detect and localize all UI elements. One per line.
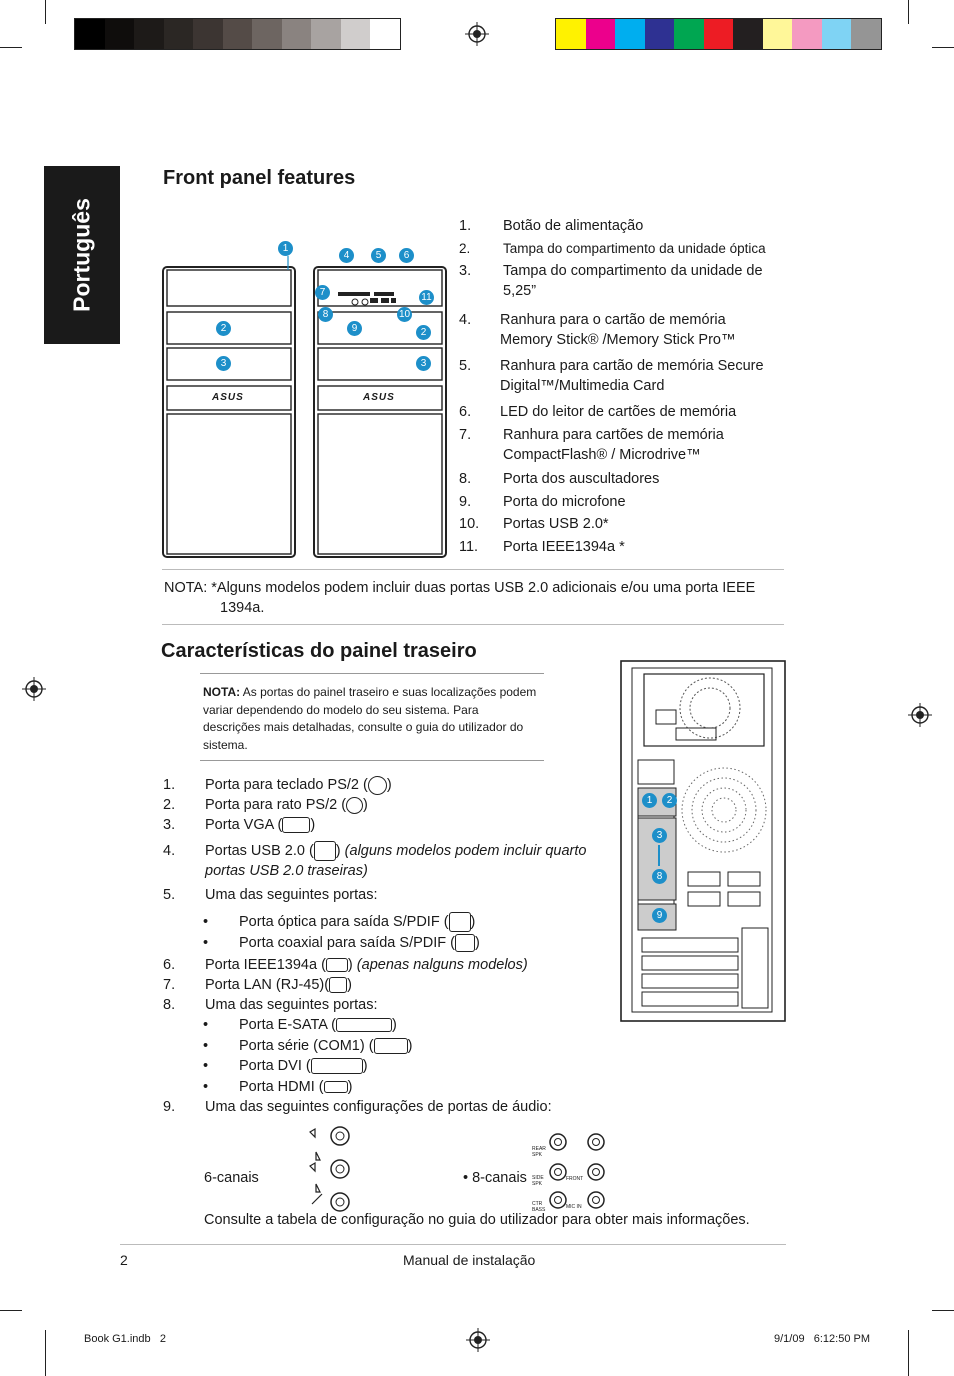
list-item: 4. Portas USB 2.0 ( ) (alguns modelos podem incluir quarto portas USB 2.0 traseiras) [163,843,587,880]
callout-badge: 10 [398,309,411,320]
serial-port-icon [374,1038,408,1054]
list-item: 10. Portas USB 2.0* [459,516,609,532]
audio-jack-label: SIDE [532,1175,544,1181]
list-item: 5. Uma das seguintes portas: [163,887,378,903]
registration-mark-icon [908,703,932,727]
color-swatch [733,19,763,49]
color-swatch [75,19,105,49]
list-item: 7. Ranhura para cartões de memória CompactFlash® / Microdrive™ [459,427,724,463]
color-swatch [252,19,282,49]
callout-badge: 5 [371,248,386,263]
asus-logo: ASUS [212,392,244,403]
audio-jack-label: BASS [532,1207,546,1213]
crop-mark [932,47,954,48]
list-item: • Porta E-SATA ( ) [203,1017,397,1033]
list-item: 1. Porta para teclado PS/2 ( ) [163,777,392,793]
color-swatch [645,19,675,49]
color-swatch [223,19,253,49]
color-swatch [105,19,135,49]
asus-logo: ASUS [363,392,395,403]
optical-spdif-icon [449,912,471,932]
divider [120,1244,786,1245]
color-swatch [763,19,793,49]
color-swatch [370,19,400,49]
color-swatch [851,19,881,49]
list-item: 9. Porta do microfone [459,494,626,510]
divider [200,673,544,674]
callout-badge: 8 [652,869,667,884]
callout-badge: 11 [419,290,434,305]
callout-badge: 2 [416,325,431,340]
vga-icon [282,817,310,833]
audio-jack-label: REAR [532,1146,546,1152]
list-item: 11. Porta IEEE1394a * [459,539,625,555]
note-text: As portas do painel traseiro e suas localizações podem variar dependendo do modelo do seu sistema. Para descrições mais detalhadas, consulte o guia do utilizador do sistema. [203,685,537,752]
crop-mark [45,1330,46,1376]
list-item: 2. Porta para rato PS/2 ( ) [163,797,368,813]
color-swatch [615,19,645,49]
color-swatch [282,19,312,49]
callout-badge: 9 [652,908,667,923]
list-item: 6. LED do leitor de cartões de memória [459,404,737,420]
callout-badge: 6 [399,248,414,263]
front-note: NOTA: *Alguns modelos podem incluir duas portas USB 2.0 adicionais e/ou uma porta IEEE 1394a. [164,580,756,616]
callout-badge: 7 [315,285,330,300]
list-item: • Porta HDMI ( ) [203,1079,353,1095]
audio-jack-label: MIC IN [566,1204,582,1210]
print-date: 9/1/09 6:12:50 PM [774,1333,871,1345]
ps2-keyboard-icon [368,776,387,795]
language-tab [44,166,120,344]
callout-badge: 3 [416,356,431,371]
front-panel-title: Front panel features [163,167,356,189]
rear-note [203,684,538,754]
list-item: 6. Porta IEEE1394a ( ) (apenas nalguns modelos) [163,957,528,973]
process-color-bar [555,18,882,50]
crop-mark [0,1310,22,1311]
lan-icon [329,977,347,993]
dvi-icon [311,1058,363,1074]
list-item: 8. Porta dos auscultadores [459,471,660,487]
callout-badge: 3 [652,828,667,843]
front-panel-diagram [160,240,450,560]
callout-badge: 8 [318,307,333,322]
callout-badge: 9 [347,321,362,336]
color-swatch [674,19,704,49]
usb-icon [314,841,336,861]
registration-mark-icon [466,1328,490,1352]
rear-panel-title: Características do painel traseiro [161,640,477,662]
consult-text: Consulte a tabela de configuração no guia do utilizador para obter mais informações. [204,1212,750,1228]
list-item: 1. Botão de alimentação [459,218,644,234]
esata-icon [336,1018,392,1032]
color-swatch [311,19,341,49]
coaxial-spdif-icon [455,934,475,952]
ps2-mouse-icon [346,797,363,814]
eight-channel-label: • 8-canais [463,1170,527,1186]
rear-panel-diagram [620,660,786,1022]
list-item: • Porta coaxial para saída S/PDIF ( ) [203,935,480,951]
callout-badge: 3 [216,356,231,371]
crop-mark [908,1330,909,1376]
divider [162,569,784,570]
callout-badge: 2 [216,321,231,336]
front-feature-list [459,216,789,559]
ieee1394-icon [326,958,348,972]
audio-jack-label: SPK [532,1152,543,1158]
registration-mark-icon [465,22,489,46]
list-item: • Porta DVI ( ) [203,1058,368,1074]
list-item: • Porta série (COM1) ( ) [203,1038,413,1054]
color-swatch [704,19,734,49]
rear-port-list [163,775,613,1117]
list-item: 8. Uma das seguintes portas: [163,997,378,1013]
color-swatch [134,19,164,49]
crop-mark [932,1310,954,1311]
crop-mark [45,0,46,24]
color-swatch [792,19,822,49]
callout-badge: 1 [642,793,657,808]
language-label: Português [68,198,95,312]
eight-channel-audio-jacks [530,1128,610,1212]
audio-jack-label: FRONT [566,1176,584,1182]
crop-mark [0,47,22,48]
list-item: 3. Porta VGA ( ) [163,817,316,833]
list-item: 7. Porta LAN (RJ-45)( ) [163,977,352,993]
list-item: 4. Ranhura para o cartão de memória Memory Stick® /Memory Stick Pro™ [459,312,736,348]
list-item: • Porta óptica para saída S/PDIF ( ) [163,912,613,933]
list-item: 5. Ranhura para cartão de memória Secure Digital™/Multimedia Card [459,358,764,394]
page-number: 2 [120,1252,128,1268]
color-swatch [193,19,223,49]
manual-title: Manual de instalação [403,1252,536,1268]
list-item: 3. Tampa do compartimento da unidade de 5,25” [459,263,763,299]
registration-mark-icon [22,677,46,701]
list-item: 9. Uma das seguintes configurações de portas de áudio: [163,1099,552,1115]
callout-badge: 1 [278,241,293,256]
divider [162,624,784,625]
color-swatch [164,19,194,49]
six-channel-label: 6-canais [204,1170,259,1186]
divider [200,760,544,761]
six-channel-audio-jacks [306,1124,352,1216]
audio-jack-label: CTR [532,1201,543,1207]
color-swatch [341,19,371,49]
list-item: 2. Tampa do compartimento da unidade óptica [459,241,766,256]
hdmi-icon [324,1081,348,1093]
crop-mark [908,0,909,24]
grayscale-bar [74,18,401,50]
color-swatch [556,19,586,49]
color-swatch [822,19,852,49]
note-label: NOTA: [203,685,241,699]
callout-badge: 2 [662,793,677,808]
color-swatch [586,19,616,49]
file-name: Book G1.indb 2 [84,1333,166,1345]
callout-badge: 4 [339,248,354,263]
audio-jack-label: SPK [532,1181,543,1187]
